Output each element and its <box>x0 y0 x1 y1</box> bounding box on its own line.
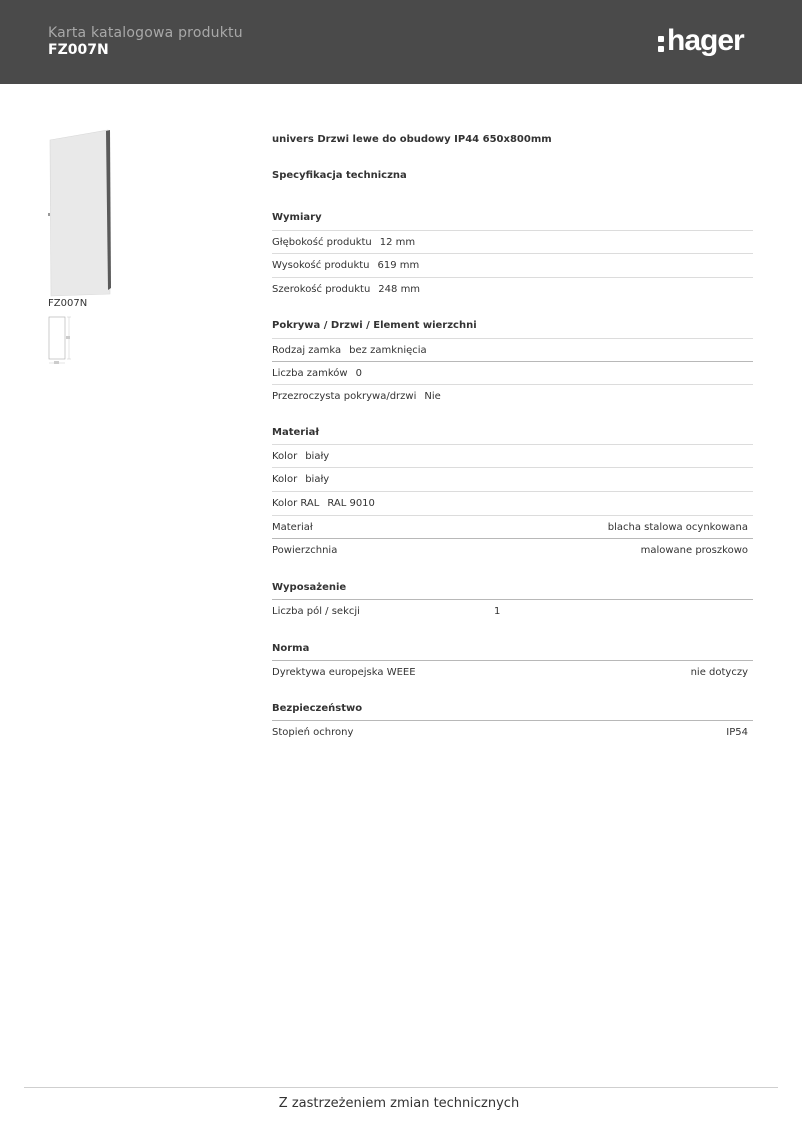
spec-value: blacha stalowa ocynkowana <box>607 522 748 533</box>
spec-row <box>272 599 753 623</box>
section-heading-wyposazenie: Wyposażenie <box>272 582 347 593</box>
spec-label: Dyrektywa europejska WEEE <box>272 667 416 678</box>
spec-row <box>272 277 753 301</box>
spec-row <box>272 720 753 744</box>
section-heading-norma: Norma <box>272 643 310 654</box>
product-image <box>48 128 114 298</box>
product-code-label: FZ007N <box>48 298 88 309</box>
spec-value: RAL 9010 <box>327 498 375 509</box>
spec-label: Materiał <box>272 522 313 533</box>
spec-row <box>272 230 753 254</box>
spec-row <box>272 444 753 468</box>
footer-divider <box>24 1087 778 1088</box>
section-heading-pokrywa: Pokrywa / Drzwi / Element wierzchni <box>272 320 477 331</box>
spec-value: 619 mm <box>377 260 420 271</box>
hager-logo <box>658 22 744 60</box>
spec-label: Wysokość produktu <box>272 260 370 271</box>
spec-label: Przezroczysta pokrywa/drzwi <box>272 391 417 402</box>
logo-colon-icon <box>658 36 664 52</box>
section-heading-material: Materiał <box>272 427 320 438</box>
spec-value: 0 <box>355 368 362 379</box>
spec-title: Specyfikacja techniczna <box>272 170 407 181</box>
technical-drawing <box>48 316 74 366</box>
spec-label: Rodzaj zamka <box>272 345 342 356</box>
spec-row <box>272 384 753 408</box>
spec-label: Szerokość produktu <box>272 284 371 295</box>
spec-value: 248 mm <box>378 284 421 295</box>
section-heading-wymiary: Wymiary <box>272 212 322 223</box>
spec-row <box>272 491 753 515</box>
spec-value: IP54 <box>726 727 748 738</box>
spec-value: Nie <box>424 391 441 402</box>
product-title: univers Drzwi lewe do obudowy IP44 650x800mm <box>272 134 552 145</box>
spec-value: 12 mm <box>379 237 416 248</box>
spec-label: Głębokość produktu <box>272 237 372 248</box>
page-header <box>0 0 802 84</box>
spec-value: biały <box>305 451 330 462</box>
spec-row <box>272 538 753 562</box>
spec-row <box>272 338 753 362</box>
section-heading-bezpieczenstwo: Bezpieczeństwo <box>272 703 363 714</box>
spec-row <box>272 467 753 491</box>
spec-label: Kolor <box>272 451 298 462</box>
spec-label: Liczba pól / sekcji <box>272 606 360 617</box>
spec-label: Kolor RAL <box>272 498 320 509</box>
spec-label: Liczba zamków <box>272 368 348 379</box>
spec-value: nie dotyczy <box>690 667 748 678</box>
spec-value: bez zamknięcia <box>349 345 427 356</box>
spec-label: Kolor <box>272 474 298 485</box>
spec-row <box>272 660 753 684</box>
spec-value: malowane proszkowo <box>640 545 748 556</box>
spec-label: Stopień ochrony <box>272 727 354 738</box>
logo-wordmark: hager <box>667 24 744 57</box>
header-subtitle: Karta katalogowa produktu <box>48 25 243 41</box>
spec-label: Powierzchnia <box>272 545 338 556</box>
footer-disclaimer: Z zastrzeżeniem zmian technicznych <box>278 1096 520 1111</box>
header-product-code: FZ007N <box>48 42 109 58</box>
spec-row <box>272 515 753 539</box>
spec-row <box>272 361 753 385</box>
spec-value: biały <box>305 474 330 485</box>
spec-row <box>272 253 753 277</box>
spec-value: 1 <box>494 606 501 617</box>
